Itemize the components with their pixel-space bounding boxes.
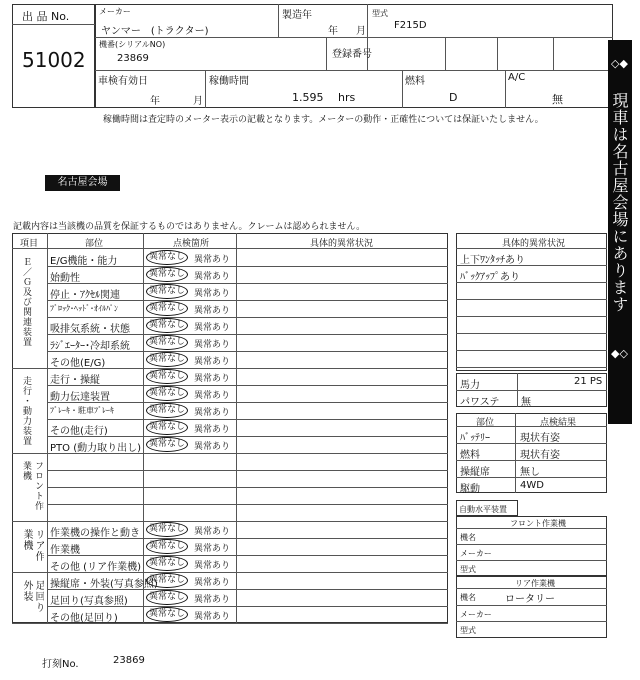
banner-top-diamonds: ◇◆ [611,57,628,70]
parts-result: 無し [520,467,540,478]
issue-label: 異常あり [194,357,231,367]
power-label: 馬力 [460,380,480,391]
no-issue-circled: 異常なし [146,403,188,418]
col-check: 点検箇所 [173,239,210,249]
front-model-label: 型式 [460,565,476,574]
row-divider [47,470,448,471]
power-value: 21 PS [574,376,603,387]
part-label: 作業機 [50,545,80,556]
parts-part: 駆動 [460,484,480,495]
rear-name-label: 機名 [460,593,476,602]
parts-result: 4WD [520,480,544,491]
issue-label: 異常あり [194,408,231,418]
part-label: 停止・ｱｸｾﾙ関連 [50,290,120,301]
hours-value: 1.595 [292,91,324,104]
issue-label: 異常あり [194,544,231,554]
disclaimer: 記載内容は当該機の品質を保証するものではありません。クレームは認められません。 [13,222,366,232]
auto-level-label: 自動水平装置 [459,505,507,514]
no-issue-circled: 異常なし [146,539,188,554]
reg-label: 登録番号 [332,49,372,60]
issue-label: 異常あり [194,340,231,350]
part-label: 吸排気系統・状態 [50,324,130,335]
issue-label: 異常あり [194,289,231,299]
part-label: ﾌﾞﾛｯｸ･ﾍｯﾄﾞ･ｵｲﾙﾊﾟﾝ [50,304,118,313]
detail-line: 上下ﾜﾝﾀｯﾁあり [460,255,525,266]
no-issue-circled: 異常なし [146,301,188,316]
detail-divider [456,333,607,334]
inspection-year: 年 [150,96,160,107]
detail-divider [456,299,607,300]
maker-value: ヤンマー (トラクター) [101,26,209,37]
group-divider [12,521,48,522]
rear-name-value: ロータリー [505,594,555,605]
issue-label: 異常あり [194,306,231,316]
no-issue-circled: 異常なし [146,437,188,452]
front-name-label: 機名 [460,533,476,542]
issue-label: 異常あり [194,272,231,282]
serial-label: 機番(シリアルNO) [99,40,166,49]
pawasute-value: 無 [521,397,531,408]
no-issue-circled: 異常なし [146,556,188,571]
col-part: 部位 [85,239,104,249]
ac-label: A/C [508,72,526,83]
ac-value: 無 [552,93,563,106]
group-name: 足回り外装 [21,580,44,613]
col-detail: 具体的異常状況 [310,239,374,249]
detail-divider [456,367,607,368]
group-divider [12,368,48,369]
part-label: E/G機能・能力 [50,256,118,267]
front-maker-label: メーカー [460,549,492,558]
row-divider [47,317,448,318]
lot-label: 出 品 No. [22,10,70,23]
parts-part: 燃料 [460,450,480,461]
inspection-label: 車検有効日 [98,76,148,87]
parts-result: 現状有姿 [520,450,560,461]
issue-label: 異常あり [194,391,231,401]
part-label: その他 (リア作業機) [50,562,141,573]
no-issue-circled: 異常なし [146,590,188,605]
detail-divider [456,316,607,317]
banner-text: 現車は名古屋会場にあります [610,92,629,313]
part-label: ﾌﾞﾚｰｷ・駐車ﾌﾞﾚｰｷ [50,406,114,415]
issue-label: 異常あり [194,442,231,452]
no-issue-circled: 異常なし [146,386,188,401]
issue-label: 異常あり [194,561,231,571]
issue-label: 異常あり [194,323,231,333]
parts-divider [456,426,607,427]
check-result-label: 点検結果 [540,418,577,428]
fuel-label: 燃料 [405,76,425,87]
no-issue-circled: 異常なし [146,284,188,299]
detail-line: ﾊﾞｯｸｱｯﾌﾟあり [460,272,520,283]
group-divider [12,453,48,454]
no-issue-circled: 異常なし [146,522,188,537]
no-issue-circled: 異常なし [146,318,188,333]
rear-model-label: 型式 [460,626,476,635]
parts-part: ﾊﾞｯﾃﾘｰ [460,433,490,444]
model-label: 型式 [372,9,388,18]
row-divider [47,555,448,556]
group-name: 走行・動力装置 [21,376,31,446]
hours-unit: hrs [338,91,356,104]
group-divider [12,623,48,624]
group-name: リア作業機 [21,529,44,562]
pawasute-label: パワステ [460,397,500,408]
parts-divider [456,460,607,461]
issue-label: 異常あり [194,255,231,265]
venue-tag: 名古屋会場 [45,175,120,191]
stamp-label: 打刻No. [42,659,79,670]
row-divider [47,487,448,488]
issue-label: 異常あり [194,374,231,384]
part-label: その他(E/G) [50,358,106,369]
part-label: 操縦席・外装(写真参照) [50,579,158,590]
row-divider [47,368,448,369]
model-value: F215D [394,20,427,31]
issue-label: 異常あり [194,527,231,537]
month-unit: 月 [356,26,366,37]
rear-title: リア作業機 [515,579,555,588]
hours-label: 稼働時間 [209,76,249,87]
no-issue-circled: 異常なし [146,573,188,588]
inspection-month: 月 [193,96,203,107]
year-label: 製造年 [282,10,312,21]
col-item: 項目 [20,239,39,249]
issue-label: 異常あり [194,595,231,605]
row-divider [47,283,448,284]
row-divider [47,385,448,386]
issue-label: 異常あり [194,612,231,622]
serial-value: 23869 [117,53,149,64]
no-issue-circled: 異常なし [146,607,188,622]
parts-divider [456,477,607,478]
year-unit: 年 [328,26,338,37]
part-label: その他(足回り) [50,613,118,624]
banner-bottom-diamonds: ◆◇ [611,347,628,360]
detail-divider [456,350,607,351]
lot-number: 51002 [22,48,86,72]
rear-maker-label: メーカー [460,610,492,619]
no-issue-circled: 異常なし [146,420,188,435]
group-divider [12,572,48,573]
fuel-value: D [449,91,458,104]
no-issue-circled: 異常なし [146,335,188,350]
group-name: Ｅ／Ｇ及び関連装置 [21,257,31,347]
row-divider [47,521,448,522]
part-label: 走行・操縦 [50,375,100,386]
no-issue-circled: 異常なし [146,352,188,367]
no-issue-circled: 異常なし [146,369,188,384]
check-part-label: 部位 [476,418,495,428]
hours-note: 稼働時間は査定時のメーター表示の記載となります。メーターの動作・正確性については保証いたしません。 [103,115,544,125]
parts-result: 現状有姿 [520,433,560,444]
maker-label: メーカー [99,7,131,16]
stamp-value: 23869 [113,655,145,666]
row-divider [47,419,448,420]
part-label: ﾗｼﾞｴｰﾀｰ･冷却系統 [50,341,130,352]
part-label: 始動性 [50,273,80,284]
parts-divider [456,443,607,444]
part-label: 動力伝達装置 [50,392,110,403]
part-label: 足回り(写真参照) [50,596,128,607]
detail-title: 具体的異常状況 [502,239,566,249]
front-title: フロント作業機 [510,519,566,528]
row-divider [47,504,448,505]
part-label: 作業機の操作と動き [50,528,140,539]
part-label: PTO (動力取り出し) [50,443,141,454]
issue-label: 異常あり [194,425,231,435]
group-name: フロント作業機 [21,461,43,511]
no-issue-circled: 異常なし [146,250,188,265]
no-issue-circled: 異常なし [146,267,188,282]
parts-part: 操縦席 [460,467,490,478]
issue-label: 異常あり [194,578,231,588]
part-label: その他(走行) [50,426,108,437]
